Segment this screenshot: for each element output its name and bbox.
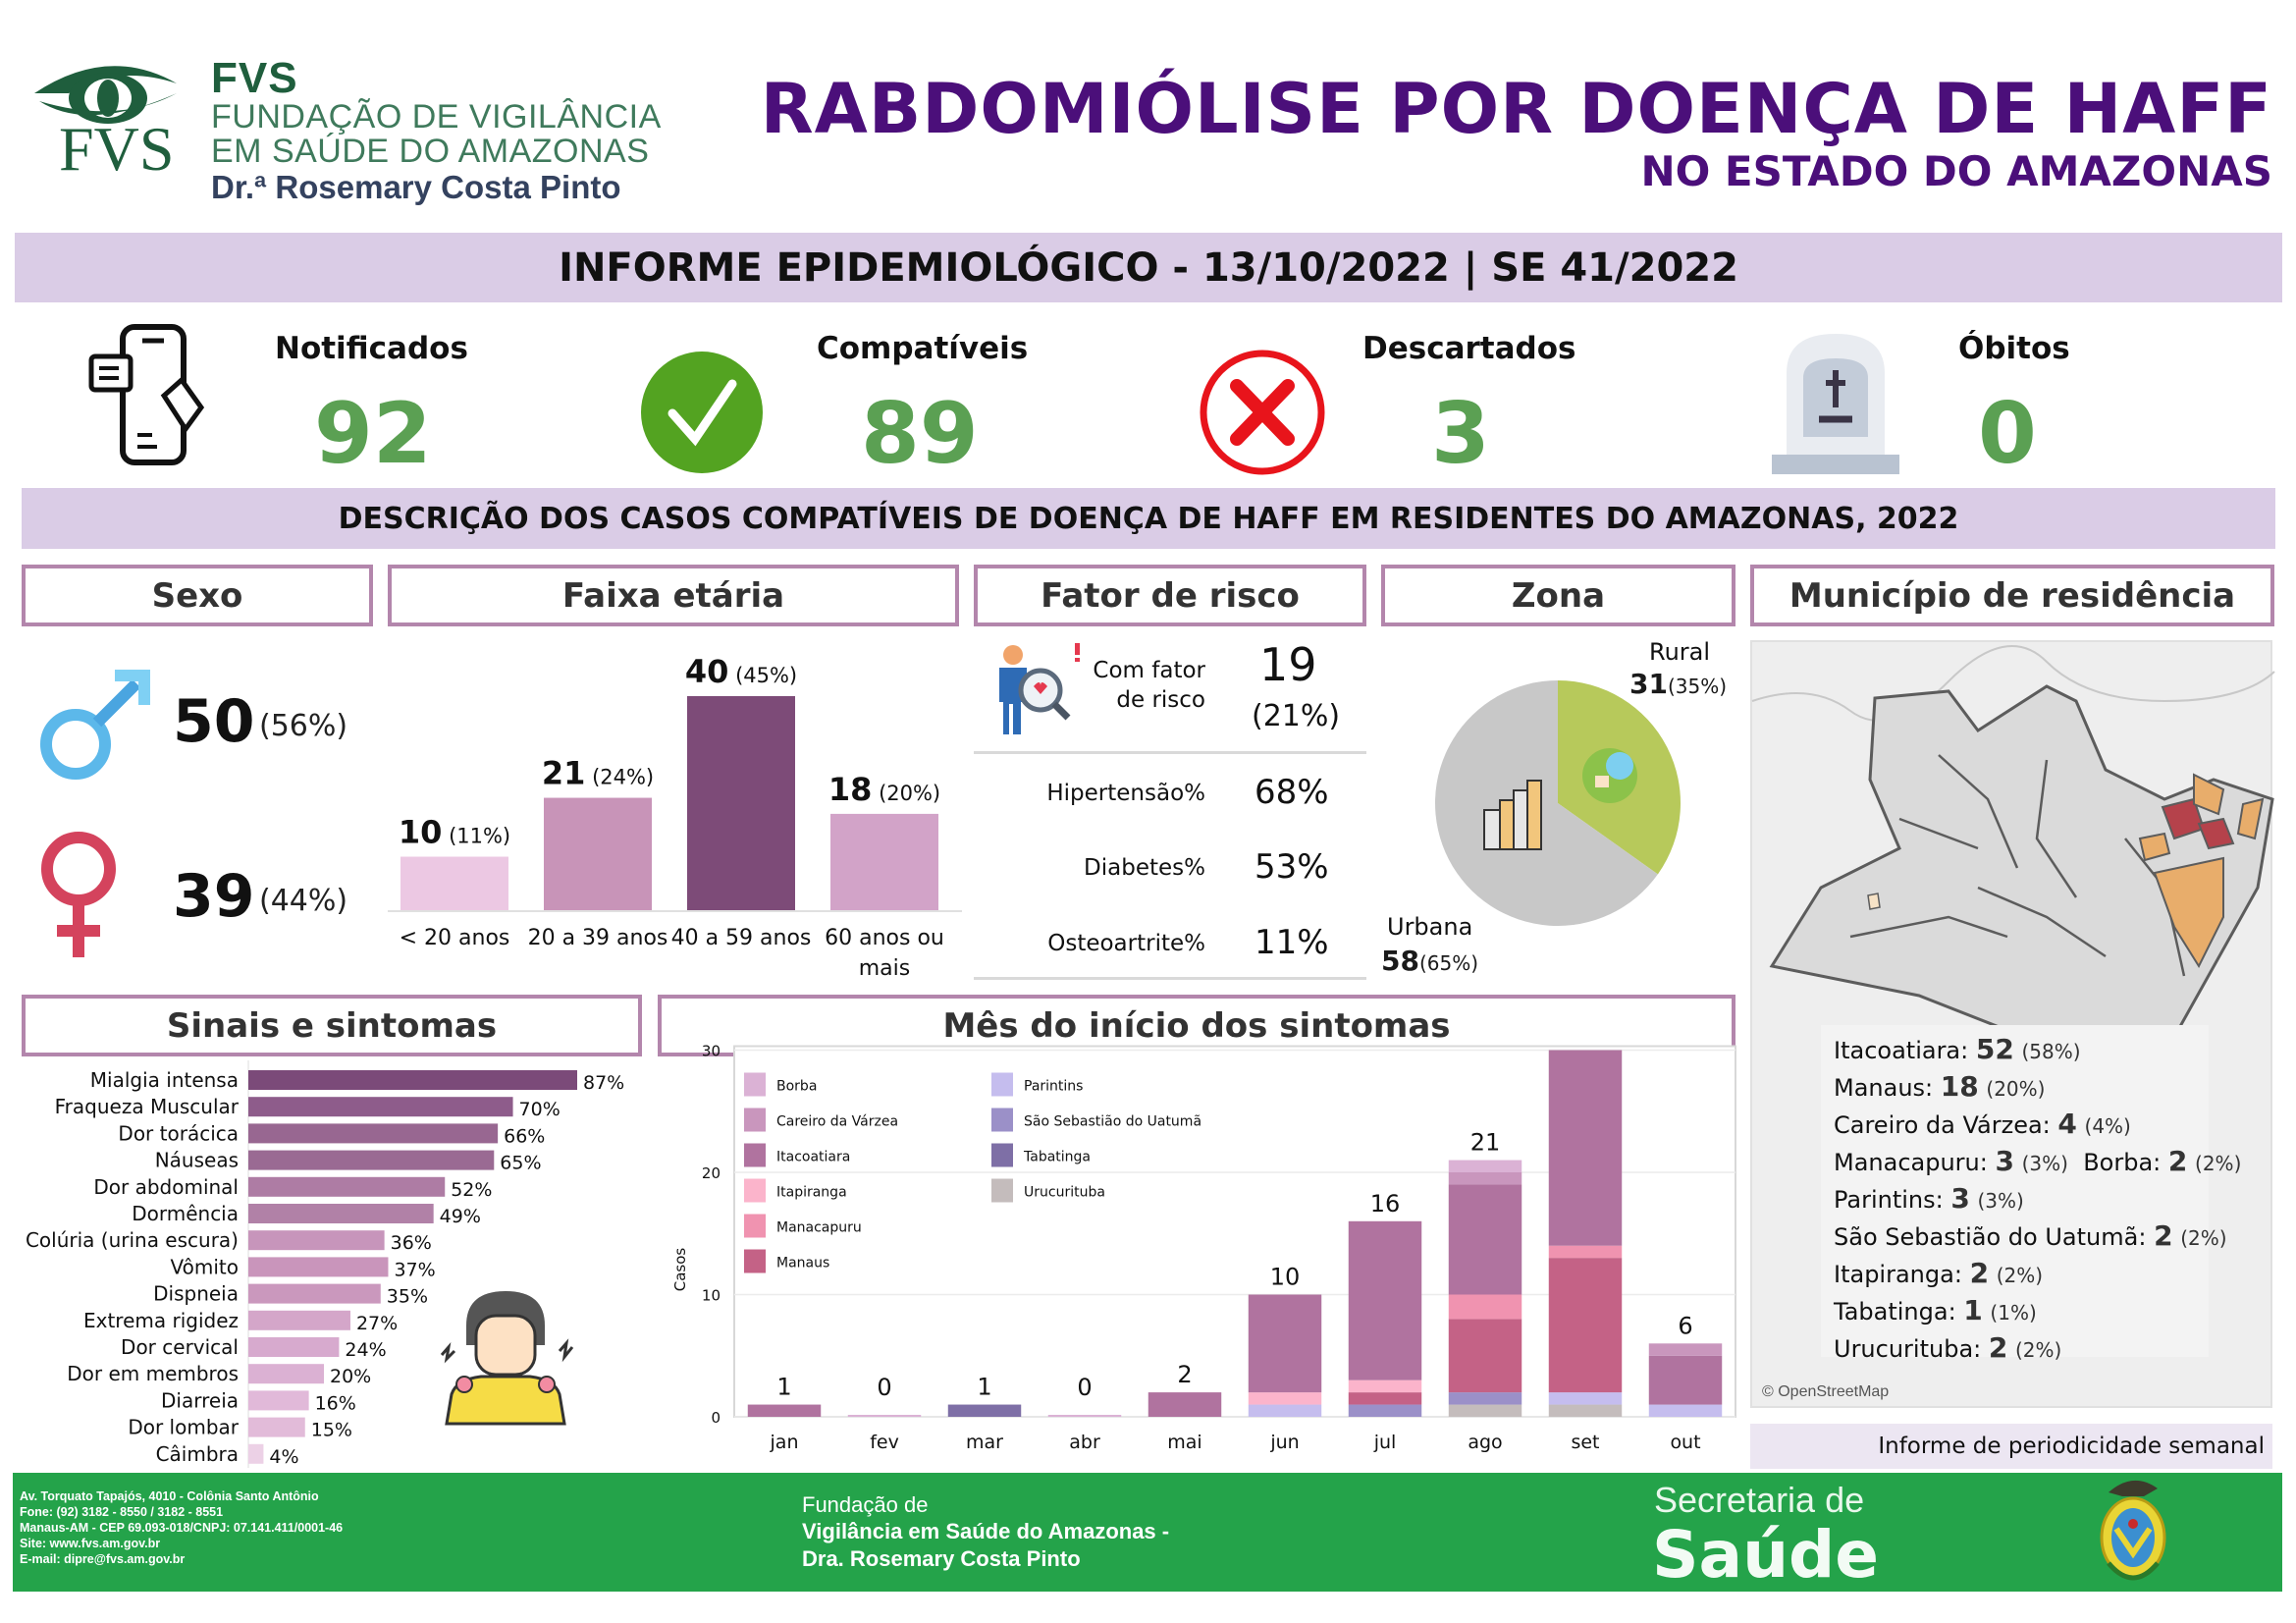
municipio-row: [1834, 1108, 2131, 1140]
symptom-bar: [248, 1284, 381, 1304]
legend-swatch: [991, 1179, 1013, 1203]
rural-value: 31: [1629, 668, 1668, 700]
symptom-value-label: 36%: [390, 1232, 432, 1255]
footer-secretaria-1: Secretaria de: [1654, 1480, 1865, 1520]
x-tick-label: mai: [1167, 1432, 1202, 1453]
com-fator-label-1: Com fator: [1093, 658, 1205, 683]
legend-swatch: [744, 1073, 766, 1097]
stack-segment-itacoatiara: [1148, 1392, 1221, 1417]
symptom-bar: [248, 1418, 305, 1437]
symptom-label: Dor cervical: [121, 1335, 239, 1359]
stack-segment-manacapuru: [1549, 1246, 1622, 1258]
symptom-bar: [248, 1230, 385, 1250]
stack-segment-itacoatiara: [1649, 1356, 1722, 1405]
rural-pct: (35%): [1667, 675, 1728, 698]
stack-empty-bar: [848, 1415, 921, 1417]
rural-landscape-icon: [1582, 748, 1637, 803]
city-building: [1514, 790, 1527, 849]
legend-label: Borba: [776, 1078, 818, 1095]
month-total-label: 1: [977, 1373, 992, 1401]
municipio-name: Manaus:: [1834, 1074, 1934, 1102]
rural-sky: [1606, 752, 1633, 780]
y-tick-label: 20: [701, 1164, 721, 1182]
month-total-label: 0: [877, 1374, 892, 1401]
fator-risco-header: [974, 565, 1366, 626]
municipio-value: 2: [1988, 1331, 2008, 1364]
faixa-etaria-title: Faixa etária: [561, 575, 785, 616]
symptom-label: Diarreia: [161, 1388, 239, 1413]
legend-label: Itacoatiara: [776, 1149, 851, 1165]
symptom-label: Vômito: [170, 1255, 239, 1279]
x-tick-label: abr: [1069, 1432, 1100, 1453]
municipio-row: [1834, 1033, 2081, 1065]
x-tick-label: fev: [870, 1432, 899, 1453]
male-pct: (56%): [259, 709, 348, 743]
legend-label: Manacapuru: [776, 1219, 862, 1236]
stack-segment-careiro-da-v-rzea: [1449, 1172, 1522, 1184]
municipio-value: 18: [1940, 1070, 1979, 1103]
risk-item-label: Diabetes%: [1084, 855, 1205, 881]
stack-segment-manaus: [1349, 1392, 1421, 1404]
rural-label: Rural: [1649, 638, 1711, 666]
stack-segment-parintins: [1249, 1405, 1321, 1417]
symptom-value-label: 49%: [439, 1206, 481, 1227]
age-tick-label: 60 anos ou: [825, 926, 944, 950]
municipio-pct: (1%): [1990, 1301, 2037, 1325]
stack-segment-itapiranga: [1249, 1392, 1321, 1404]
symptom-bar: [248, 1151, 494, 1170]
symptom-bar: [248, 1444, 263, 1464]
age-bar-value-label: 10 (11%): [398, 813, 511, 851]
age-tick-label: < 20 anos: [399, 926, 510, 950]
logo-line-2: EM SAÚDE DO AMAZONAS: [211, 133, 650, 170]
municipio-name: Parintins:: [1834, 1186, 1944, 1214]
month-total-label: 0: [1077, 1374, 1093, 1401]
symptom-value-label: 16%: [314, 1392, 356, 1415]
y-tick-label: 30: [701, 1042, 721, 1060]
logo-acronym: FVS: [211, 54, 298, 102]
risk-person-icon: [993, 643, 1092, 736]
com-fator-label-2: de risco: [1116, 687, 1205, 713]
municipio-value: 3: [1950, 1182, 1970, 1215]
age-bar: [544, 798, 652, 910]
month-total-label: 1: [776, 1373, 792, 1401]
legend-swatch: [744, 1250, 766, 1273]
x-tick-label: jul: [1373, 1432, 1397, 1453]
legend-swatch: [744, 1179, 766, 1203]
symptom-label: Fraqueza Muscular: [54, 1095, 239, 1119]
logo-mark-text: FVS: [59, 114, 175, 184]
stack-segment-itapiranga: [1349, 1380, 1421, 1392]
phone-notification-icon: [83, 319, 236, 471]
legend-swatch: [744, 1215, 766, 1238]
sexo-title: Sexo: [151, 575, 243, 616]
female-symbol-icon: [29, 825, 128, 962]
month-total-label: 6: [1678, 1312, 1693, 1340]
month-stacked-chart: [658, 1042, 1737, 1473]
stack-segment-parintins: [1649, 1405, 1722, 1417]
legend-label: Itapiranga: [776, 1184, 847, 1201]
stack-segment-parintins: [1549, 1392, 1622, 1404]
female-pct: (44%): [259, 884, 348, 918]
symptom-label: Extrema rigidez: [82, 1308, 239, 1332]
symptom-label: Câimbra: [155, 1441, 239, 1466]
female-count: 39: [173, 862, 255, 931]
city-building: [1527, 781, 1541, 849]
risk-divider-bottom: [974, 977, 1366, 980]
risk-divider-top: [974, 751, 1366, 754]
symptom-bar: [248, 1337, 339, 1357]
municipio-pct: (58%): [2021, 1040, 2081, 1063]
month-total-label: 2: [1177, 1361, 1193, 1389]
footer-fundacao-3: Dra. Rosemary Costa Pinto: [802, 1546, 1081, 1571]
description-banner-text: DESCRIÇÃO DOS CASOS COMPATÍVEIS DE DOENÇA DE HAFF EM RESIDENTES DO AMAZONAS, 2022: [338, 501, 1959, 536]
age-tick-label-cont: mais: [858, 956, 911, 981]
osm-attribution[interactable]: © OpenStreetMap: [1762, 1383, 1890, 1400]
municipio-pct: (2%): [1996, 1264, 2044, 1287]
municipio-value: 4: [2057, 1108, 2077, 1140]
urbana-value-row: [1381, 945, 1478, 977]
symptom-value-label: 15%: [310, 1419, 352, 1441]
logo-line-1: FUNDAÇÃO DE VIGILÂNCIA: [211, 98, 662, 135]
x-tick-label: jan: [770, 1432, 799, 1453]
y-tick-label: 0: [711, 1409, 721, 1427]
x-circle-icon: [1198, 349, 1327, 476]
municipio-pct: (2%): [2015, 1338, 2062, 1362]
footer-address-line: Av. Torquato Tapajós, 4010 - Colônia Santo Antônio: [20, 1489, 319, 1503]
municipio-row: [1834, 1070, 2045, 1103]
municipio-name: Careiro da Várzea:: [1834, 1111, 2051, 1139]
age-bar-value-label: 21 (24%): [541, 754, 655, 792]
symptom-bar: [248, 1123, 498, 1143]
male-count: 50: [173, 687, 255, 756]
kpi-notificados-label: Notificados: [275, 331, 468, 366]
symptom-bar: [248, 1177, 445, 1197]
description-banner: [22, 488, 2275, 549]
municipio-row: [1834, 1331, 2061, 1364]
report-banner-text: INFORME EPIDEMIOLÓGICO - 13/10/2022 | SE 41/2022: [559, 244, 1738, 291]
legend-swatch: [991, 1073, 1013, 1097]
municipio-title: Município de residência: [1789, 575, 2236, 616]
footer-fundacao-1: Fundação de: [802, 1492, 929, 1517]
stack-segment-manaus: [1449, 1319, 1522, 1392]
symptom-bar: [248, 1364, 324, 1383]
kpi-obitos-label: Óbitos: [1958, 331, 2070, 366]
symptom-value-label: 24%: [345, 1339, 387, 1361]
y-tick-label: 10: [701, 1286, 721, 1305]
symptom-value-label: 20%: [330, 1366, 372, 1388]
municipio-row: [1834, 1257, 2043, 1289]
y-axis-label: Casos: [671, 1247, 689, 1292]
fator-risco-title: Fator de risco: [1041, 575, 1300, 616]
footer-fundacao-2: Vigilância em Saúde do Amazonas -: [802, 1519, 1170, 1543]
symptom-label: Dor em membros: [67, 1362, 239, 1386]
periodicity-note-text: Informe de periodicidade semanal: [1878, 1434, 2265, 1459]
sick-person-icon: [437, 1286, 574, 1424]
legend-label: São Sebastião do Uatumã: [1024, 1113, 1202, 1130]
municipio-pct: (2%): [2195, 1152, 2242, 1175]
amazonas-map-shape: [1752, 642, 2274, 1084]
x-tick-label: mar: [966, 1432, 1003, 1453]
stack-segment-borba: [1449, 1161, 1522, 1172]
municipio-row: [1834, 1145, 2241, 1177]
symptom-bar: [248, 1070, 577, 1090]
symptom-label: Dispneia: [153, 1281, 239, 1306]
stack-segment-manacapuru: [1449, 1295, 1522, 1320]
legend-label: Careiro da Várzea: [776, 1113, 899, 1130]
municipio-pct: (3%): [1977, 1189, 2024, 1213]
legend-label: Urucurituba: [1024, 1184, 1105, 1201]
municipio-value: 2: [2167, 1145, 2188, 1177]
stack-segment-itacoatiara: [1449, 1184, 1522, 1294]
stack-segment-itacoatiara: [1249, 1295, 1321, 1393]
symptom-label: Dor abdominal: [93, 1174, 239, 1199]
kpi-obitos-value: 0: [1978, 385, 2037, 483]
age-bar: [400, 857, 508, 911]
legend-label: Tabatinga: [1024, 1149, 1091, 1165]
municipio-pct: (20%): [1986, 1077, 2046, 1101]
symptom-value-label: 4%: [269, 1445, 299, 1468]
month-total-label: 16: [1369, 1189, 1401, 1217]
footer-website-link[interactable]: Site: www.fvs.am.gov.br: [20, 1537, 161, 1550]
symptom-bar: [248, 1204, 434, 1223]
sexo-header: [22, 565, 373, 626]
zona-title: Zona: [1511, 575, 1606, 616]
symptom-value-label: 87%: [583, 1072, 625, 1094]
x-tick-label: set: [1571, 1432, 1600, 1453]
tombstone-icon: [1772, 329, 1899, 476]
municipio-value: 1: [1963, 1294, 1983, 1326]
stack-segment-itacoatiara: [1549, 1051, 1622, 1246]
symptom-bar: [248, 1311, 350, 1330]
legend-swatch: [744, 1144, 766, 1167]
city-building: [1484, 810, 1500, 849]
city-building: [1500, 800, 1514, 849]
urbana-value: 58: [1381, 945, 1419, 977]
x-tick-label: out: [1670, 1432, 1701, 1453]
stack-segment-manaus: [1549, 1258, 1622, 1392]
check-circle-icon: [638, 349, 766, 476]
municipio-value: 2: [1969, 1257, 1990, 1289]
symptom-label: Dormência: [132, 1202, 239, 1225]
month-total-label: 21: [1469, 1128, 1501, 1157]
symptom-label: Colúria (urina escura): [25, 1228, 239, 1253]
kpi-descartados-label: Descartados: [1362, 331, 1576, 366]
municipio-name: Urucurituba:: [1834, 1335, 1982, 1363]
legend-swatch: [991, 1144, 1013, 1167]
page-title: RABDOMIÓLISE POR DOENÇA DE HAFF: [760, 69, 2272, 149]
legend-label: Parintins: [1024, 1078, 1084, 1095]
municipio-pct: (3%): [2021, 1152, 2068, 1175]
mes-title: Mês do início dos sintomas: [942, 1005, 1451, 1046]
report-banner: [15, 233, 2282, 302]
com-fator-pct: (21%): [1252, 699, 1341, 733]
municipio-pct: (2%): [2180, 1226, 2227, 1250]
symptom-bar: [248, 1257, 388, 1276]
risk-item-value: 11%: [1255, 923, 1329, 962]
age-bar: [687, 696, 795, 910]
x-tick-label: jun: [1270, 1432, 1300, 1453]
periodicity-note: [1750, 1424, 2272, 1469]
symptom-value-label: 27%: [355, 1312, 399, 1334]
symptom-label: Dor lombar: [128, 1415, 239, 1439]
logo-line-3: Dr.ª Rosemary Costa Pinto: [211, 169, 621, 205]
municipio-name: Tabatinga:: [1834, 1298, 1956, 1325]
sinais-header: [22, 995, 642, 1056]
age-tick-label: 40 a 59 anos: [670, 926, 812, 950]
stack-segment-s-o-sebasti-o-do-uatum-: [1449, 1392, 1522, 1404]
symptom-bar: [248, 1097, 513, 1116]
footer-address-line: Manaus-AM - CEP 69.093-018/CNPJ: 07.141.411/0001-46: [20, 1521, 344, 1535]
municipio-name: Itapiranga:: [1834, 1261, 1962, 1288]
municipio-map[interactable]: [1750, 640, 2272, 1408]
faixa-etaria-header: [388, 565, 959, 626]
month-total-label: 10: [1269, 1263, 1301, 1291]
stack-segment-careiro-da-v-rzea: [1649, 1343, 1722, 1355]
com-fator-value: 19: [1259, 638, 1317, 691]
footer-address-line: Fone: (92) 3182 - 8550 / 3182 - 8551: [20, 1505, 224, 1519]
x-tick-label: ago: [1468, 1432, 1503, 1453]
symptom-value-label: 66%: [504, 1125, 546, 1148]
legend-label: Manaus: [776, 1255, 830, 1271]
municipio-row: [1834, 1219, 2227, 1252]
municipio-value: 2: [2154, 1219, 2173, 1252]
kpi-compativeis-label: Compatíveis: [817, 331, 1029, 366]
symptom-label: Mialgia intensa: [89, 1068, 239, 1092]
municipio-header: [1750, 565, 2274, 626]
kpi-compativeis-value: 89: [861, 385, 979, 483]
municipio-name: Itacoatiara:: [1834, 1037, 1969, 1064]
stack-segment-itacoatiara: [748, 1405, 821, 1417]
risk-item-value: 68%: [1255, 773, 1329, 812]
municipio-value: 3: [1995, 1145, 2014, 1177]
symptom-value-label: 35%: [386, 1285, 429, 1308]
symptom-label: Dor torácica: [118, 1121, 239, 1146]
stack-empty-bar: [1048, 1415, 1121, 1417]
stack-segment-urucurituba: [1449, 1405, 1522, 1417]
risk-item-label: Osteoartrite%: [1047, 931, 1205, 956]
municipio-value: 52: [1975, 1033, 2014, 1065]
footer-secretaria-2: Saúde: [1652, 1517, 1880, 1593]
stack-segment-itacoatiara: [1349, 1221, 1421, 1380]
age-bar: [830, 814, 938, 910]
stack-segment-urucurituba: [1549, 1405, 1622, 1417]
risk-item-label: Hipertensão%: [1046, 781, 1205, 806]
municipio-pct: (4%): [2084, 1114, 2131, 1138]
age-bar-chart: [388, 628, 962, 992]
sinais-title: Sinais e sintomas: [166, 1005, 498, 1046]
urbana-pct: (65%): [1418, 951, 1479, 975]
age-bar-value-label: 40 (45%): [684, 653, 798, 690]
footer-address: [20, 1488, 343, 1567]
kpi-notificados-value: 92: [314, 385, 432, 483]
legend-swatch: [744, 1109, 766, 1132]
rural-house: [1595, 776, 1609, 787]
symptom-label: Náuseas: [154, 1148, 239, 1172]
municipio-name: Manacapuru:: [1834, 1149, 1988, 1176]
urbana-label: Urbana: [1387, 913, 1473, 941]
municipio-row: [1834, 1294, 2037, 1326]
zona-header: [1381, 565, 1735, 626]
municipio-name: São Sebastião do Uatumã:: [1834, 1223, 2147, 1251]
age-bar-value-label: 18 (20%): [828, 770, 941, 808]
kpi-descartados-value: 3: [1431, 385, 1490, 483]
page-subtitle: NO ESTADO DO AMAZONAS: [1640, 147, 2272, 195]
symptom-bar: [248, 1390, 309, 1410]
stack-segment-s-o-sebasti-o-do-uatum-: [1349, 1405, 1421, 1417]
footer-email-link[interactable]: E-mail: dipre@fvs.am.gov.br: [20, 1552, 186, 1566]
symptom-value-label: 37%: [394, 1259, 436, 1281]
symptom-value-label: 52%: [451, 1178, 493, 1201]
municipio-row: [1834, 1182, 2024, 1215]
municipio-name: Borba:: [2083, 1149, 2162, 1176]
amazonas-coat-of-arms-icon: [2089, 1475, 2177, 1591]
age-tick-label: 20 a 39 anos: [527, 926, 668, 950]
risk-item-value: 53%: [1255, 847, 1329, 887]
legend-swatch: [991, 1109, 1013, 1132]
symptom-value-label: 65%: [500, 1152, 542, 1174]
symptom-value-label: 70%: [518, 1099, 561, 1121]
male-symbol-icon: [34, 668, 152, 785]
stack-segment-tabatinga: [948, 1405, 1021, 1417]
rural-value-row: [1629, 668, 1727, 700]
